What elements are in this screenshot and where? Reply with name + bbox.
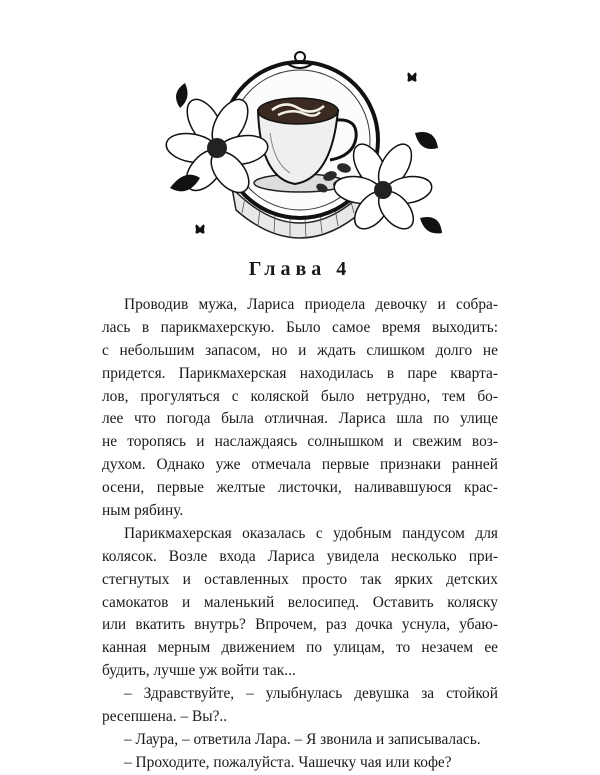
text-line: самокатов и маленький велосипед. Оставить коляску [102, 593, 498, 611]
chapter-title: Глава 4 [248, 258, 352, 280]
chapter-ornament [150, 48, 450, 248]
text-line: колясок. Возле входа Лариса увидела несколько при- [102, 547, 498, 565]
text-line: – Лаура, – ответила Лара. – Я звонила и записывалась. [124, 730, 481, 748]
text-line: – Проходите, пожалуйста. Чашечку чая или кофе? [124, 753, 452, 771]
text-line: лов, прогуляться с коляской было нетрудно, тем бо- [102, 387, 498, 405]
text-line: с небольшим запасом, но и ждать слишком долго не [102, 341, 498, 359]
chapter-text [102, 294, 498, 775]
text-line: лее что погода была отличная. Лариса шла по улице [102, 410, 498, 428]
text-line: – Здравствуйте, – улыбнулась девушка за стойкой [124, 685, 498, 703]
text-line: или вкатить внутрь? Впрочем, раз дочка уснула, убаю- [102, 616, 498, 634]
text-line: ным рябину. [102, 502, 184, 520]
text-line: Проводив мужа, Лариса приодела девочку и собра- [124, 296, 498, 313]
text-line: канная мерным движением по улицам, то незачем ее [102, 639, 498, 657]
text-line: Парикмахерская оказалась с удобным пандусом для [124, 524, 498, 542]
text-line: стегнутых и оставленных просто так ярких детских [102, 570, 498, 588]
text-line: придется. Парикмахерская находилась в паре кварта- [102, 364, 498, 382]
text-line: лась в парикмахерскую. Было самое время выходить: [102, 318, 498, 336]
text-line: ресепшена. – Вы?.. [102, 708, 228, 726]
text-line: не торопясь и наслаждаясь солнышком и свежим воз- [102, 433, 498, 451]
text-line: духом. Однако уже отмечала первые признаки ранней [102, 456, 498, 474]
text-line: осени, первые желтые листочки, наливавшуюся крас- [102, 479, 498, 497]
text-line: будить, лучше уж войти так... [102, 662, 296, 680]
